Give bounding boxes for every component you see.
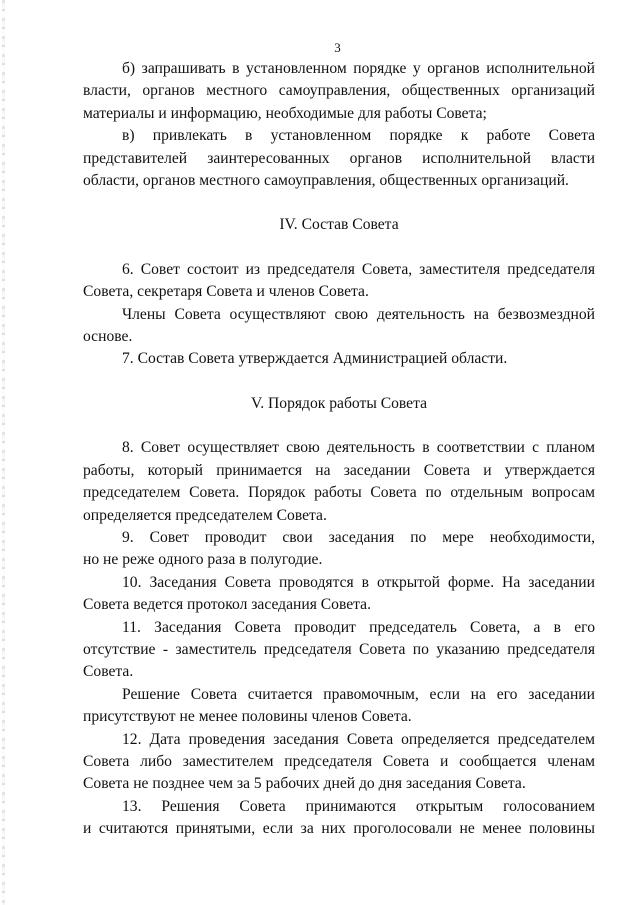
text-line: работы, который принимается на заседании Совета и утверждается: [83, 461, 595, 479]
text-line: области, органов местного самоуправления, общественных организаций.: [83, 172, 569, 190]
text-line: Совета ведется протокол заседания Совета.: [83, 596, 371, 614]
text-line: Решение Совета считается правомочным, если на его заседании: [122, 685, 595, 703]
paragraph: [83, 729, 595, 796]
section-heading: IV. Состав Совета: [279, 216, 399, 234]
text-line: представителей заинтересованных органов исполнительной власти: [83, 149, 595, 167]
text-line: Совета либо заместителем председателя Совета и сообщается членам: [83, 752, 595, 770]
text-line: основе.: [83, 328, 133, 346]
text-line: Совета, секретаря Совета и членов Совета.: [83, 283, 369, 301]
paragraph: [83, 348, 595, 370]
document-body: [83, 58, 595, 841]
text-line: определяется председателем Совета.: [83, 506, 327, 524]
text-line: в) привлекать в установленном порядке к работе Совета: [122, 127, 595, 145]
text-line: Члены Совета осуществляют свою деятельность на безвозмездной: [122, 305, 595, 323]
paragraph: [83, 437, 595, 527]
text-line: 10. Заседания Совета проводятся в открытой форме. На заседании: [122, 573, 595, 591]
paragraph: [83, 527, 595, 572]
text-line: материалы и информацию, необходимые для работы Совета;: [83, 104, 487, 122]
paragraph: [83, 572, 595, 617]
text-line: б) запрашивать в установленном порядке у органов исполнительной: [122, 60, 595, 77]
text-line: присутствуют не менее половины членов Совета.: [83, 708, 412, 726]
text-line: 13. Решения Совета принимаются открытым голосованием: [122, 797, 595, 815]
paragraph: [83, 259, 595, 304]
text-line: отсутствие - заместитель председателя Совета по указанию председателя: [83, 640, 595, 658]
text-line: Совета не позднее чем за 5 рабочих дней до дня заседания Совета.: [83, 775, 526, 793]
text-line: 8. Совет осуществляет свою деятельность в соответствии с планом: [122, 439, 595, 457]
text-line: но не реже одного раза в полугодие.: [83, 551, 323, 569]
paragraph: [83, 684, 595, 729]
text-line: 7. Состав Совета утверждается Администрацией области.: [122, 350, 508, 368]
section-heading: V. Порядок работы Совета: [250, 394, 428, 412]
text-line: 9. Совет проводит свои заседания по мере необходимости,: [122, 528, 595, 546]
paragraph: [83, 58, 595, 125]
paragraph: [83, 617, 595, 684]
text-line: 6. Совет состоит из председателя Совета, заместителя председателя: [122, 260, 595, 278]
text-line: и считаются принятыми, если за них проголосовали не менее половины: [83, 820, 595, 838]
paragraph: [83, 796, 595, 841]
text-line: Совета.: [83, 663, 134, 681]
paragraph: [83, 125, 595, 192]
paragraph: [83, 304, 595, 349]
text-line: власти, органов местного самоуправления, общественных организаций: [83, 82, 595, 100]
text-line: председателем Совета. Порядок работы Совета по отдельным вопросам: [83, 484, 595, 502]
text-line: 11. Заседания Совета проводит председатель Совета, а в его: [122, 618, 595, 636]
scan-edge-artifact: [2, 0, 5, 905]
page-number: 3: [334, 40, 341, 55]
text-line: 12. Дата проведения заседания Совета определяется председателем: [122, 730, 595, 748]
